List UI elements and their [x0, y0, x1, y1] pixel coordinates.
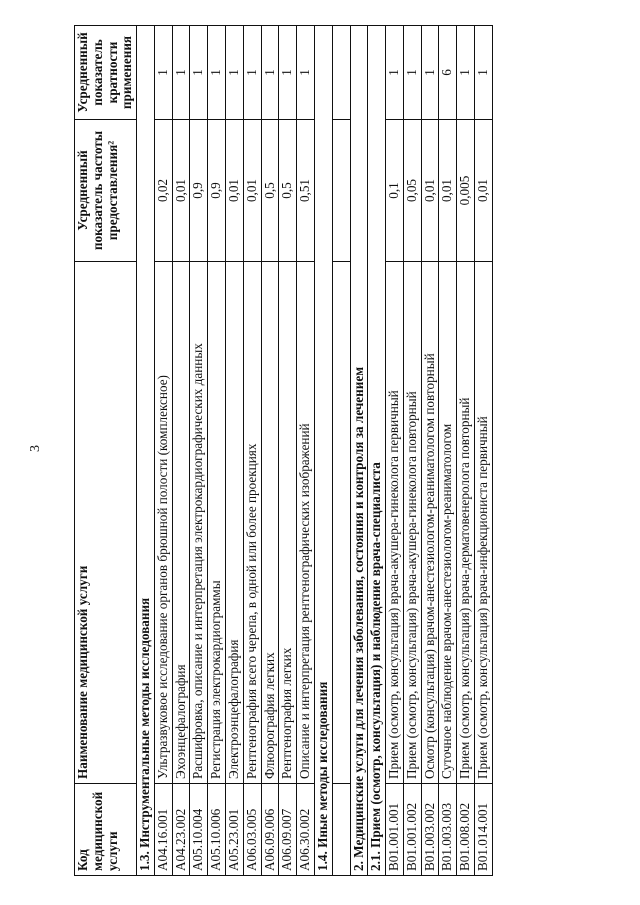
frequency-cell: 0,02 — [154, 120, 172, 262]
service-name-cell: Электроэнцефалография — [226, 262, 244, 784]
frequency-cell: 0,01 — [421, 120, 439, 262]
service-name-cell: Прием (осмотр, консультация) врача-дерматовенеролога повторный — [457, 262, 475, 784]
frequency-cell: 0,01 — [172, 120, 190, 262]
frequency-cell: 0,01 — [474, 120, 492, 262]
page-number: 3 — [28, 445, 43, 452]
section-title: 1.4. Иные методы исследования — [314, 26, 332, 876]
multiplicity-cell: 1 — [474, 26, 492, 120]
service-code-cell: A06.09.007 — [279, 784, 297, 876]
table-row — [439, 26, 457, 876]
service-code-cell: B01.008.002 — [457, 784, 475, 876]
section-row — [350, 26, 368, 876]
table-row — [190, 26, 208, 876]
frequency-cell: 0,1 — [386, 120, 404, 262]
service-name-cell: Флюорография легких — [261, 262, 279, 784]
header-code: Код медицинской услуги — [75, 784, 137, 876]
service-name-cell: Прием (осмотр, консультация) врача-акушера-гинеколога первичный — [386, 262, 404, 784]
frequency-cell: 0,5 — [261, 120, 279, 262]
medical-services-table — [74, 25, 493, 876]
multiplicity-cell: 6 — [439, 26, 457, 120]
table-row — [243, 26, 261, 876]
table-row — [457, 26, 475, 876]
frequency-cell: 0,9 — [190, 120, 208, 262]
multiplicity-cell: 1 — [261, 26, 279, 120]
service-code-cell: A06.09.006 — [261, 784, 279, 876]
multiplicity-cell: 1 — [172, 26, 190, 120]
empty-row — [332, 26, 350, 876]
frequency-cell: 0,51 — [297, 120, 315, 262]
empty-cell — [332, 26, 350, 120]
service-name-cell: Рентгенография всего черепа, в одной или более проекциях — [243, 262, 261, 784]
service-name-cell: Эхоэнцефалография — [172, 262, 190, 784]
service-code-cell: B01.003.003 — [439, 784, 457, 876]
service-name-cell: Расшифровка, описание и интерпретация электрокардиографических данных — [190, 262, 208, 784]
service-code-cell: B01.001.001 — [386, 784, 404, 876]
frequency-cell: 0,9 — [208, 120, 226, 262]
service-code-cell: A04.16.001 — [154, 784, 172, 876]
frequency-cell: 0,01 — [243, 120, 261, 262]
table-row — [386, 26, 404, 876]
multiplicity-cell: 1 — [457, 26, 475, 120]
service-code-cell: A04.23.002 — [172, 784, 190, 876]
rotated-page-content — [74, 26, 493, 876]
service-code-cell: B01.003.002 — [421, 784, 439, 876]
frequency-cell: 0,05 — [403, 120, 421, 262]
header-multiplicity: Усредненный показатель кратности применения — [75, 26, 137, 120]
multiplicity-cell: 1 — [154, 26, 172, 120]
table-row — [208, 26, 226, 876]
section-row — [137, 26, 155, 876]
service-code-cell: A06.03.005 — [243, 784, 261, 876]
service-name-cell: Ультразвуковое исследование органов брюшной полости (комплексное) — [154, 262, 172, 784]
service-name-cell: Рентгенография легких — [279, 262, 297, 784]
table-header-row — [75, 26, 137, 876]
table-row — [403, 26, 421, 876]
header-name: Наименование медицинской услуги — [75, 262, 137, 784]
table-body — [137, 26, 493, 876]
frequency-cell: 0,5 — [279, 120, 297, 262]
table-row — [261, 26, 279, 876]
frequency-cell: 0,005 — [457, 120, 475, 262]
frequency-cell: 0,01 — [439, 120, 457, 262]
section-row — [314, 26, 332, 876]
table-row — [421, 26, 439, 876]
section-title: 2. Медицинские услуги для лечения заболевания, состояния и контроля за лечением — [350, 26, 368, 876]
table-row — [279, 26, 297, 876]
service-code-cell: A05.10.004 — [190, 784, 208, 876]
section-row — [368, 26, 386, 876]
table-row — [226, 26, 244, 876]
service-name-cell: Прием (осмотр, консультация) врача-инфекциониста первичный — [474, 262, 492, 784]
service-name-cell: Описание и интерпретация рентгенографических изображений — [297, 262, 315, 784]
section-title: 1.3. Инструментальные методы исследования — [137, 26, 155, 876]
empty-cell — [332, 784, 350, 876]
multiplicity-cell: 1 — [226, 26, 244, 120]
multiplicity-cell: 1 — [190, 26, 208, 120]
service-code-cell: B01.014.001 — [474, 784, 492, 876]
empty-cell — [332, 120, 350, 262]
multiplicity-cell: 1 — [297, 26, 315, 120]
table-row — [297, 26, 315, 876]
service-code-cell: A05.23.001 — [226, 784, 244, 876]
table-row — [172, 26, 190, 876]
service-name-cell: Суточное наблюдение врачом-анестезиологом-реаниматологом — [439, 262, 457, 784]
frequency-cell: 0,01 — [226, 120, 244, 262]
service-code-cell: B01.001.002 — [403, 784, 421, 876]
multiplicity-cell: 1 — [403, 26, 421, 120]
table-row — [154, 26, 172, 876]
section-title: 2.1. Прием (осмотр, консультация) и наблюдение врача-специалиста — [368, 26, 386, 876]
service-name-cell: Прием (осмотр, консультация) врача-акушера-гинеколога повторный — [403, 262, 421, 784]
multiplicity-cell: 1 — [208, 26, 226, 120]
multiplicity-cell: 1 — [386, 26, 404, 120]
service-code-cell: A05.10.006 — [208, 784, 226, 876]
service-name-cell: Регистрация электрокардиограммы — [208, 262, 226, 784]
multiplicity-cell: 1 — [421, 26, 439, 120]
service-code-cell: A06.30.002 — [297, 784, 315, 876]
header-frequency: Усредненный показатель частоты предоставления² — [75, 120, 137, 262]
service-name-cell: Осмотр (консультация) врачом-анестезиологом-реаниматологом повторный — [421, 262, 439, 784]
empty-cell — [332, 262, 350, 784]
multiplicity-cell: 1 — [243, 26, 261, 120]
multiplicity-cell: 1 — [279, 26, 297, 120]
table-row — [474, 26, 492, 876]
